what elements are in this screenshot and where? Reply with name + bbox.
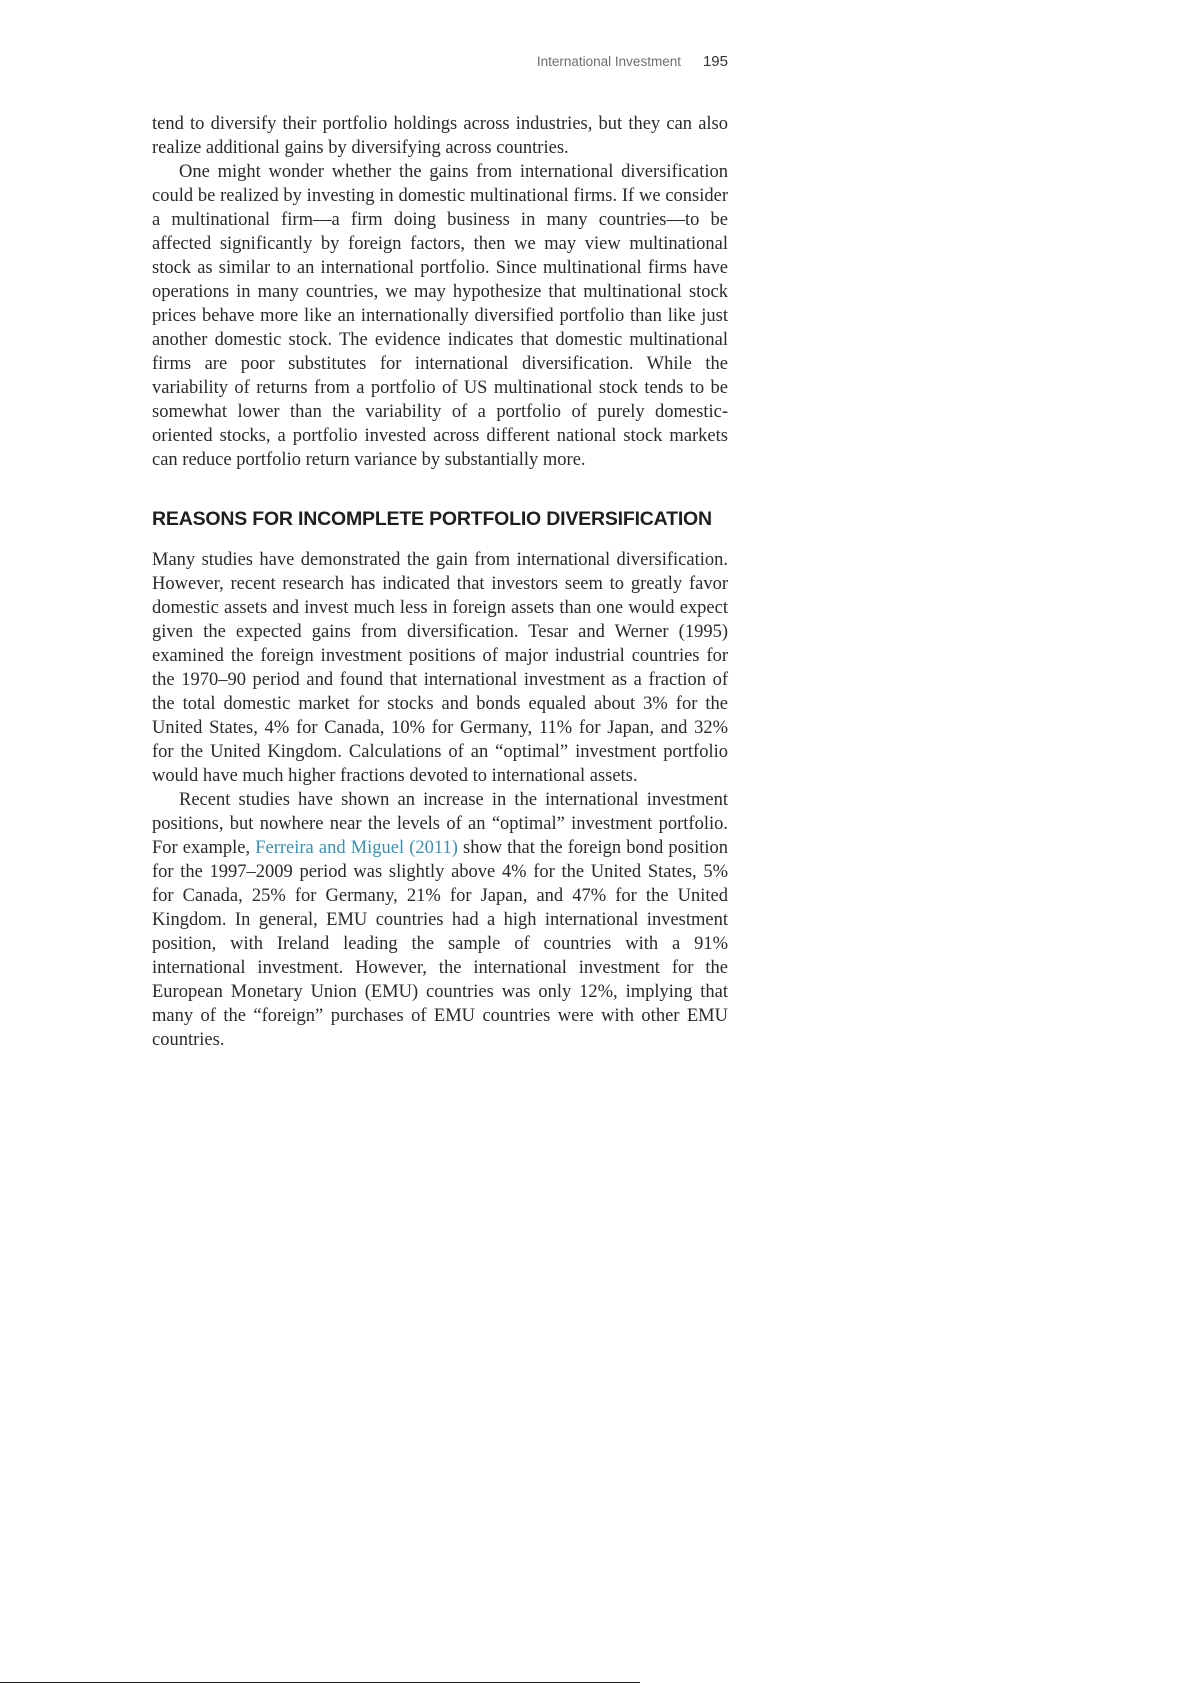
section-paragraph-recent-studies xyxy=(152,788,728,1052)
citation-link-ferreira-miguel[interactable]: Ferreira and Miguel (2011) xyxy=(255,838,458,858)
section-heading: REASONS FOR INCOMPLETE PORTFOLIO DIVERSIFICATION xyxy=(152,508,712,530)
paragraph-text-before-citation: Recent studies have shown an increase in the international investment positions, but nowhere near the levels of an “optimal” investment portfolio. For example, xyxy=(152,790,728,858)
running-header xyxy=(0,52,728,72)
body-paragraph-continuation: tend to diversify their portfolio holdings across industries, but they can also realize additional gains by diversifying across countries. xyxy=(152,114,728,158)
paragraph-text-after-citation: show that the foreign bond position for the 1997–2009 period was slightly above 4% for the United States, 5% for Canada, 25% for Germany, 21% for Japan, and 47% for the United Kingdom. In general, EMU countries had a high international investment position, with Ireland leading the sample of countries with a 91% international investment. However, the international investment for the European Monetary Union (EMU) countries was only 12%, implying that many of the “foreign” purchases of EMU countries were with other EMU countries. xyxy=(152,838,728,1050)
section-paragraph-studies: Many studies have demonstrated the gain from international diversification. However, recent research has indicated that investors seem to greatly favor domestic assets and invest much less in foreign assets than one would expect given the expected gains from diversification. Tesar and Werner (1995) examined the foreign investment positions of major industrial countries for the 1970–90 period and found that international investment as a fraction of the total domestic market for stocks and bonds equaled about 3% for the United States, 4% for Canada, 10% for Germany, 11% for Japan, and 32% for the United Kingdom. Calculations of an “optimal” investment portfolio would have much higher fractions devoted to international assets. xyxy=(152,550,728,786)
page-body xyxy=(152,112,728,1052)
page-bottom-rule xyxy=(0,1682,640,1683)
body-paragraph-multinational: One might wonder whether the gains from international diversification could be realized by investing in domestic multinational firms. If we consider a multinational firm—a firm doing business in many countries—to be affected significantly by foreign factors, then we may view multinational stock as similar to an international portfolio. Since multinational firms have operations in many countries, we may hypothesize that multinational stock prices behave more like an internationally diversified portfolio than like just another domestic stock. The evidence indicates that domestic multinational firms are poor substitutes for international diversification. While the variability of returns from a portfolio of US multinational stock tends to be somewhat lower than the variability of a portfolio of purely domestic-oriented stocks, a portfolio invested across different national stock markets can reduce portfolio return variance by substantially more. xyxy=(152,162,728,470)
running-header-title: International Investment xyxy=(536,54,681,69)
page-number: 195 xyxy=(702,53,728,70)
